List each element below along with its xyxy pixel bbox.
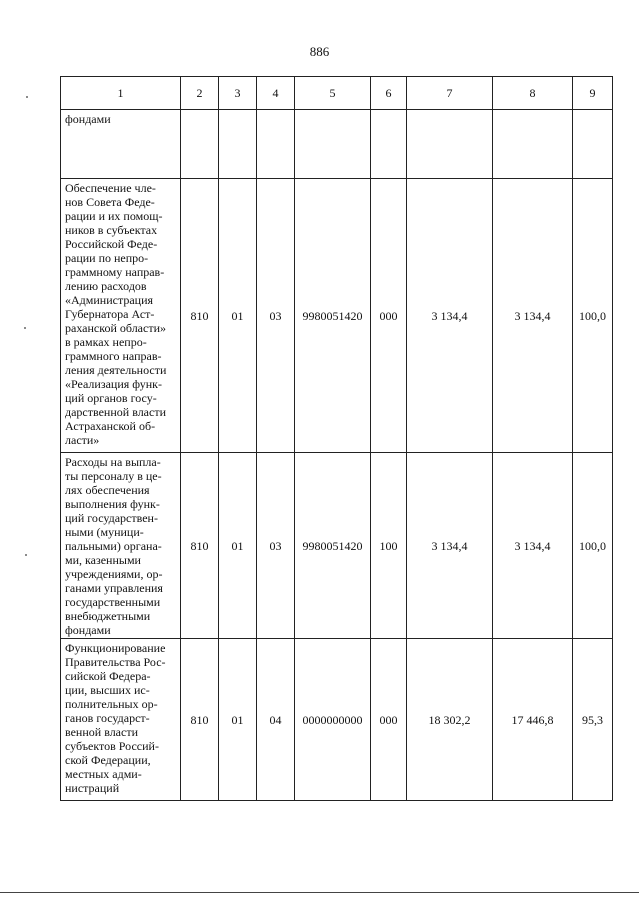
table-row [61,639,613,801]
margin-speck [25,554,27,556]
row-cell: 3 134,4 [493,179,573,453]
row-name: Расходы на выпла- ты персоналу в це- лях обеспечения выполнения функ- ций государствен- ными (муници- пальными) органа- ми, казенными учреждениями, ор- ганами управления государственными внебюджетными фондами [61,453,181,639]
page-number: 886 [309,44,330,59]
row-cell: 000 [371,639,407,801]
row-cell: 01 [219,639,257,801]
header-col-6: 6 [371,77,407,110]
row-name: фондами [61,110,181,179]
row-name: Обеспечение чле- нов Совета Феде- рации и их помощ- ников в субъектах Российской Феде- рации по непро- граммному направ- лению расходов «Администрация Губернатора Аст- раханской области» в рамках непро- граммного направ- ления деятельности «Реализация функ- ций органов госу- дарственной власти Астраханской об- ласти» [61,179,181,453]
row-cell: 3 134,4 [407,453,493,639]
row-cell: 3 134,4 [493,453,573,639]
row-cell: 01 [219,179,257,453]
row-name: Функционирование Правительства Рос- сийской Федера- ции, высших ис- полнительных ор- ганов государст- венной власти субъектов Россий- ской Федерации, местных адми- нистраций [61,639,181,801]
row-cell: 18 302,2 [407,639,493,801]
row-cell [295,110,371,179]
budget-table [60,76,613,801]
table-row [61,110,613,179]
table-header-row [61,77,613,110]
margin-speck [24,327,26,329]
row-cell [257,110,295,179]
header-col-2: 2 [181,77,219,110]
row-cell: 810 [181,179,219,453]
row-cell: 03 [257,179,295,453]
row-cell: 04 [257,639,295,801]
row-cell: 100 [371,453,407,639]
row-cell [219,110,257,179]
row-cell: 0000000000 [295,639,371,801]
row-cell: 9980051420 [295,179,371,453]
header-col-4: 4 [257,77,295,110]
row-cell: 03 [257,453,295,639]
header-col-7: 7 [407,77,493,110]
row-cell: 9980051420 [295,453,371,639]
row-cell: 100,0 [573,179,613,453]
row-cell: 3 134,4 [407,179,493,453]
row-cell [493,110,573,179]
header-col-5: 5 [295,77,371,110]
bottom-rule [0,892,639,893]
row-cell [181,110,219,179]
margin-speck [26,96,28,98]
row-cell [371,110,407,179]
row-cell: 000 [371,179,407,453]
row-cell: 100,0 [573,453,613,639]
header-col-9: 9 [573,77,613,110]
row-cell: 810 [181,639,219,801]
table-row [61,453,613,639]
header-col-3: 3 [219,77,257,110]
table-row [61,179,613,453]
row-cell: 810 [181,453,219,639]
row-cell [407,110,493,179]
header-col-1: 1 [61,77,181,110]
row-cell [573,110,613,179]
row-cell: 17 446,8 [493,639,573,801]
header-col-8: 8 [493,77,573,110]
row-cell: 01 [219,453,257,639]
row-cell: 95,3 [573,639,613,801]
